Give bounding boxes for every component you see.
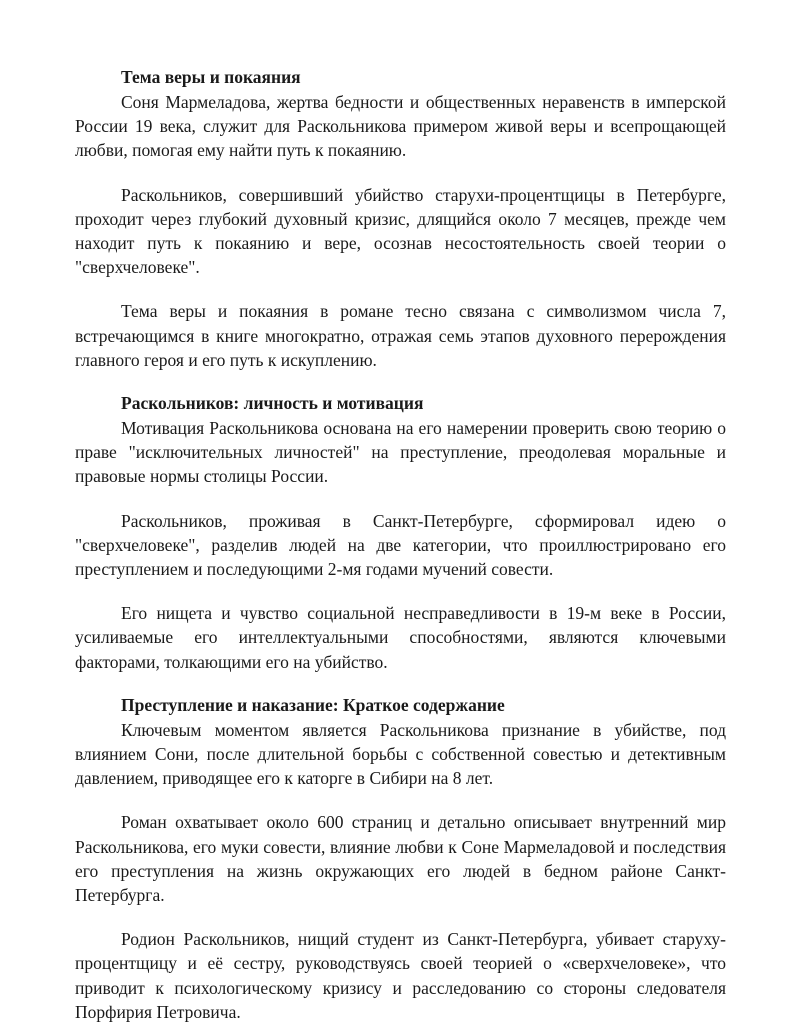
paragraph: Мотивация Раскольникова основана на его намерении проверить свою теорию о праве "исключительных личностей" на преступление, преодолевая моральные и правовые нормы столицы России. [75,418,726,487]
paragraph: Тема веры и покаяния в романе тесно связана с символизмом числа 7, встречающимся в книге многократно, отражая семь этапов духовного перерождения главного героя и его путь к искуплению. [75,301,726,370]
section-heading: Раскольников: личность и мотивация [121,393,424,414]
paragraph: Раскольников, проживая в Санкт-Петербурге, сформировал идею о "сверхчеловеке", разделив людей на две категории, что проиллюстрировано его преступлением и последующими 2-мя годами мучений совести. [75,510,726,580]
paragraph: Раскольников, совершивший убийство старухи-процентщицы в Петербурге, проходит через глубокий духовный кризис, длящийся около 7 месяцев, прежде чем находит путь к покаянию и вере, осознав несостоятельность своей теории о "сверхчеловеке". [75,184,726,278]
paragraph: Роман охватывает около 600 страниц и детально описывает внутренний мир Раскольникова, его муки совести, влияние любви к Соне Мармеладовой и последствия его преступления на жизнь окружающих его людей в бедном районе Санкт-Петербурга. [75,812,726,906]
paragraph: Его нищета и чувство социальной несправедливости в 19-м веке в России, усиливаемые его интеллектуальными способностями, являются ключевыми факторами, толкающими его на убийство. [75,603,726,672]
section-heading: Преступление и наказание: Краткое содержание [121,694,505,715]
section-raskolnikov-personality [75,392,726,674]
paragraph: Ключевым моментом является Раскольникова признание в убийстве, под влиянием Сони, после длительной борьбы с собственной совестью и детективным давлением, приводящее его к каторге в Сибири на 8 лет. [75,719,726,789]
paragraph: Родион Раскольников, нищий студент из Санкт-Петербурга, убивает старуху-процентщицу и её сестру, руководствуясь своей теорией о «сверхчеловеке», что приводит к психологическому кризису и расследованию со стороны следователя Порфирия Петровича. [75,929,726,1022]
section-heading: Тема веры и покаяния [121,67,301,87]
section-summary [75,694,726,1024]
paragraph: Соня Мармеладова, жертва бедности и общественных неравенств в имперской России 19 века, служит для Раскольникова примером живой веры и всепрощающей любви, помогая ему найти путь к покаянию. [75,92,726,161]
section-faith-and-repentance [75,66,726,372]
